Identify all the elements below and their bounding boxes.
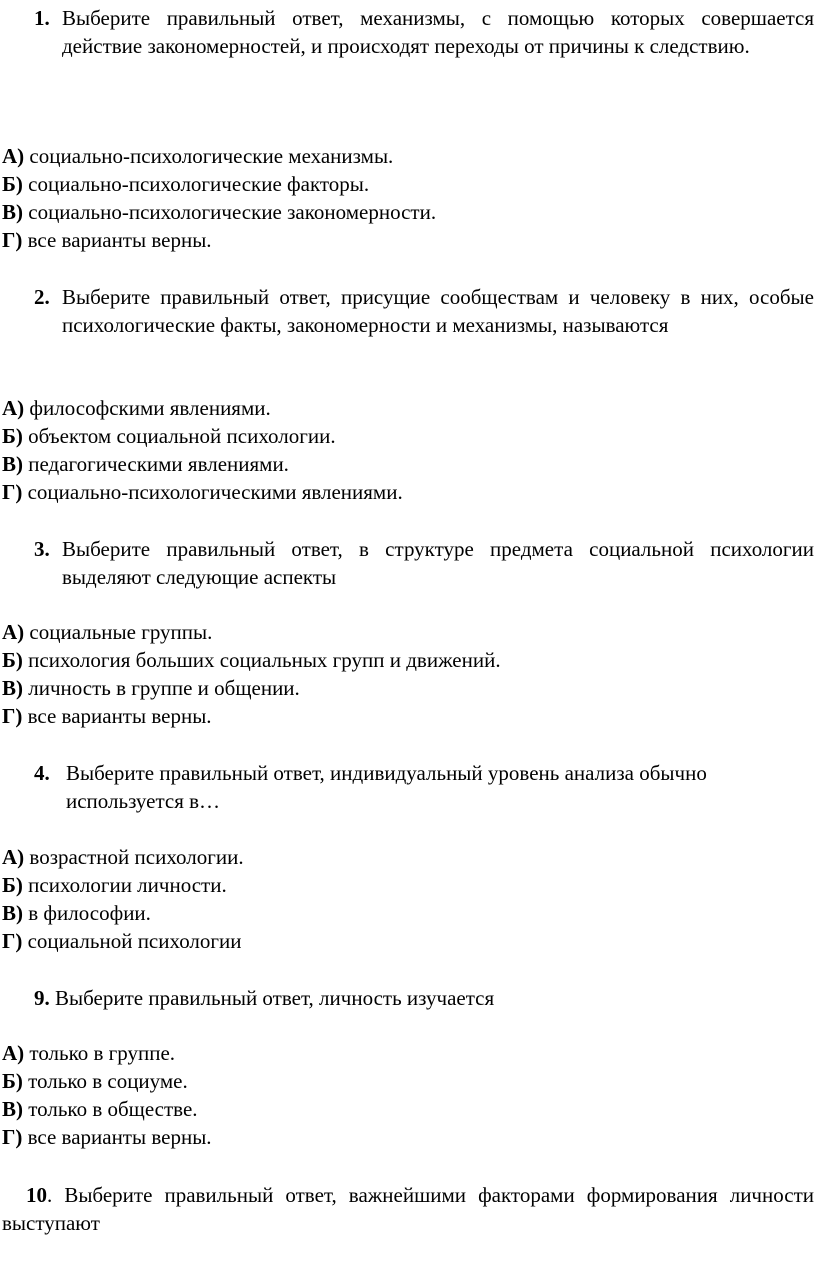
option-d: Г) все варианты верны. xyxy=(2,704,212,728)
question-number: 3. xyxy=(34,537,50,561)
answer-options-4 xyxy=(2,843,814,955)
option-a: А) философскими явлениями. xyxy=(2,396,271,420)
option-b: Б) объектом социальной психологии. xyxy=(2,424,336,448)
question-text: Выберите правильный ответ, в структуре предмета социальной психологии выделяют следующие аспекты xyxy=(62,537,814,589)
question-4 xyxy=(0,759,740,815)
question-text: Выберите правильный ответ, механизмы, с помощью которых совершается действие закономерностей, и происходят переходы от причины к следствию. xyxy=(62,6,814,58)
question-3 xyxy=(0,535,814,591)
question-9 xyxy=(34,984,814,1012)
option-b: Б) психологии личности. xyxy=(2,873,227,897)
question-text: Выберите правильный ответ, индивидуальный уровень анализа обычно используется в… xyxy=(66,761,707,813)
option-a: А) только в группе. xyxy=(2,1041,176,1065)
question-text: . Выберите правильный ответ, важнейшими факторами формирования личности выступают xyxy=(2,1183,814,1235)
option-d: Г) социальной психологии xyxy=(2,929,242,953)
option-b: Б) психология больших социальных групп и движений. xyxy=(2,648,501,672)
question-number: 9. xyxy=(34,986,50,1010)
answer-options-9 xyxy=(2,1039,814,1151)
option-c: В) социально-психологические закономерности. xyxy=(2,200,437,224)
question-number: 2. xyxy=(34,285,50,309)
option-d: Г) все варианты верны. xyxy=(2,228,212,252)
option-a: А) возрастной психологии. xyxy=(2,845,244,869)
option-b: Б) социально-психологические факторы. xyxy=(2,172,370,196)
question-10 xyxy=(2,1181,814,1237)
option-d: Г) социально-психологическими явлениями. xyxy=(2,480,403,504)
question-1 xyxy=(0,4,814,60)
answer-options-2 xyxy=(2,394,814,506)
option-b: Б) только в социуме. xyxy=(2,1069,188,1093)
question-text: Выберите правильный ответ, присущие сообществам и человеку в них, особые психологические факты, закономерности и механизмы, называются xyxy=(62,285,814,337)
question-text: Выберите правильный ответ, личность изучается xyxy=(55,986,495,1010)
answer-options-3 xyxy=(2,618,814,730)
question-number: 1. xyxy=(34,6,50,30)
option-c: В) только в обществе. xyxy=(2,1097,198,1121)
answer-options-1 xyxy=(2,142,814,254)
option-c: В) педагогическими явлениями. xyxy=(2,452,289,476)
question-2 xyxy=(0,283,814,339)
option-c: В) личность в группе и общении. xyxy=(2,676,300,700)
option-a: А) социальные группы. xyxy=(2,620,213,644)
option-d: Г) все варианты верны. xyxy=(2,1125,212,1149)
option-c: В) в философии. xyxy=(2,901,151,925)
question-number: 10 xyxy=(26,1183,47,1207)
option-a: А) социально-психологические механизмы. xyxy=(2,144,394,168)
question-number: 4. xyxy=(34,761,50,785)
